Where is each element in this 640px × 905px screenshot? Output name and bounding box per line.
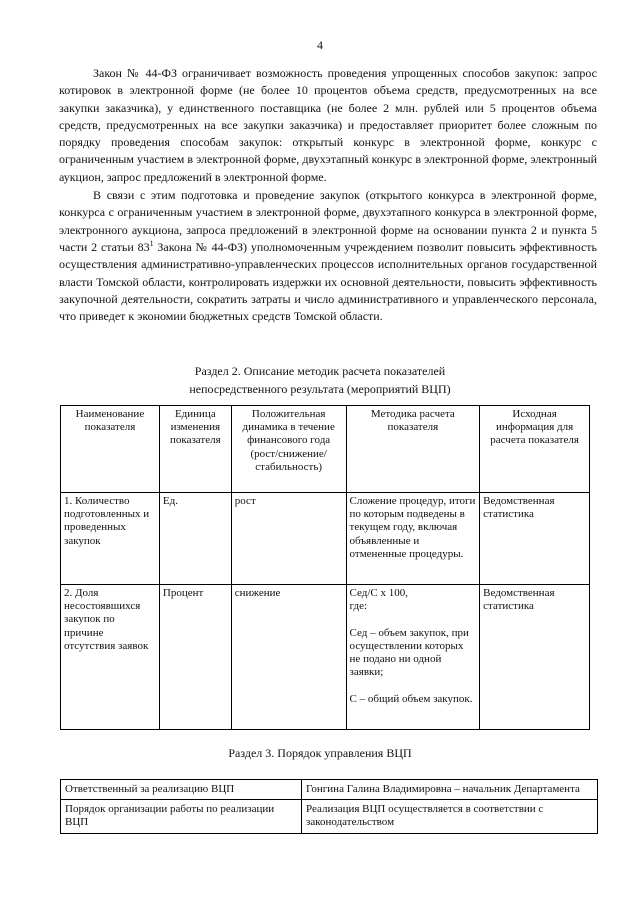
cell-label: Порядок организации работы по реализации ВЦП [61,800,302,833]
cell-unit: Ед. [159,493,231,585]
table-row [61,780,598,800]
spacer [350,613,477,626]
cell-method [346,585,480,730]
section-2-title-line-1: Раздел 2. Описание методик расчета показателей [194,364,446,378]
method-where: где: [349,600,368,613]
paragraph-2-text-a: В связи с этим подготовка и проведение закупок (открытого конкурса в электронной форме, конкурса с ограниченным участием в электронной форме, двухэтапного конкурса в электронной форме, электронного аукциона, запроса предложений в электронной форме на основании пункта 2 и пункта 5 части 2 статьи 83 [59,188,597,254]
cell-indicator-name: 2. Доля несостоявшихся закупок по причине отсутствия заявок [61,585,160,730]
table-row [61,585,590,730]
footnote-superscript: 1 [149,238,154,248]
cell-value: Гонгина Галина Владимировна – начальник Департамента [302,780,598,800]
method-definition-2: С – общий объем закупок. [349,692,473,705]
cell-unit: Процент [159,585,231,730]
spacer [350,679,477,692]
header-unit: Единица изменения показателя [159,406,231,493]
paragraph-1: Закон № 44-ФЗ ограничивает возможность проведения упрощенных способов закупок: запрос котировок в электронной форме (не более 10 процентов объема средств, предусмотренных на все закупки заказчика), у единственного поставщика (не более 2 млн. рублей или 5 процентов объема средств, предусмотренных на все закупки заказчика) и предоставляет приоритет более сложным по порядку проведения способам закупок: открытый конкурс в электронной форме, конкурс с ограниченным участием в электронной форме, двухэтапный конкурс в электронной форме, электронный аукцион, запрос предложений в электронной форме. [59,66,597,184]
cell-indicator-name: 1. Количество подготовленных и проведенных закупок [61,493,160,585]
cell-dynamics: снижение [231,585,346,730]
section-3-heading: Раздел 3. Порядок управления ВЦП [228,746,412,760]
page-number: 4 [317,38,323,52]
section-2-heading [0,362,640,398]
indicators-table [60,405,590,730]
header-indicator-name: Наименование показателя [61,406,160,493]
management-table [60,779,598,834]
cell-label: Ответственный за реализацию ВЦП [61,780,302,800]
section-2-title-line-2: непосредственного результата (мероприятий ВЦП) [189,382,451,396]
header-dynamics: Положительная динамика в течение финансового года (рост/снижение/стабильность) [231,406,346,493]
method-definition-1: Сед – объем закупок, при осуществлении которых не подано ни одной заявки; [349,626,469,679]
table-row [61,493,590,585]
header-source: Исходная информация для расчета показателя [480,406,590,493]
cell-method: Сложение процедур, итоги по которым подведены в текущем году, включая объявленные и отмененные процедуры. [346,493,480,585]
paragraph-2-text-b: Закона № 44-ФЗ) уполномоченным учреждением позволит повысить эффективность осуществления административно-управленческих процессов исполнительных органов государственной власти Томской области, контролировать издержки их основной деятельности, повысить эффективность закупочной деятельности, сократить затраты и число административного и управленческого персонала, что приведет к экономии бюджетных средств Томской области. [59,239,597,324]
cell-source: Ведомственная статистика [480,585,590,730]
header-method: Методика расчета показателя [346,406,480,493]
cell-value: Реализация ВЦП осуществляется в соответствии с законодательством [302,800,598,833]
cell-source: Ведомственная статистика [480,493,590,585]
table-row [61,800,598,833]
body-text [59,65,597,325]
table-header-row [61,406,590,493]
cell-dynamics: рост [231,493,346,585]
method-formula: Сед/С х 100, [349,587,408,599]
paragraph-2 [59,187,597,325]
